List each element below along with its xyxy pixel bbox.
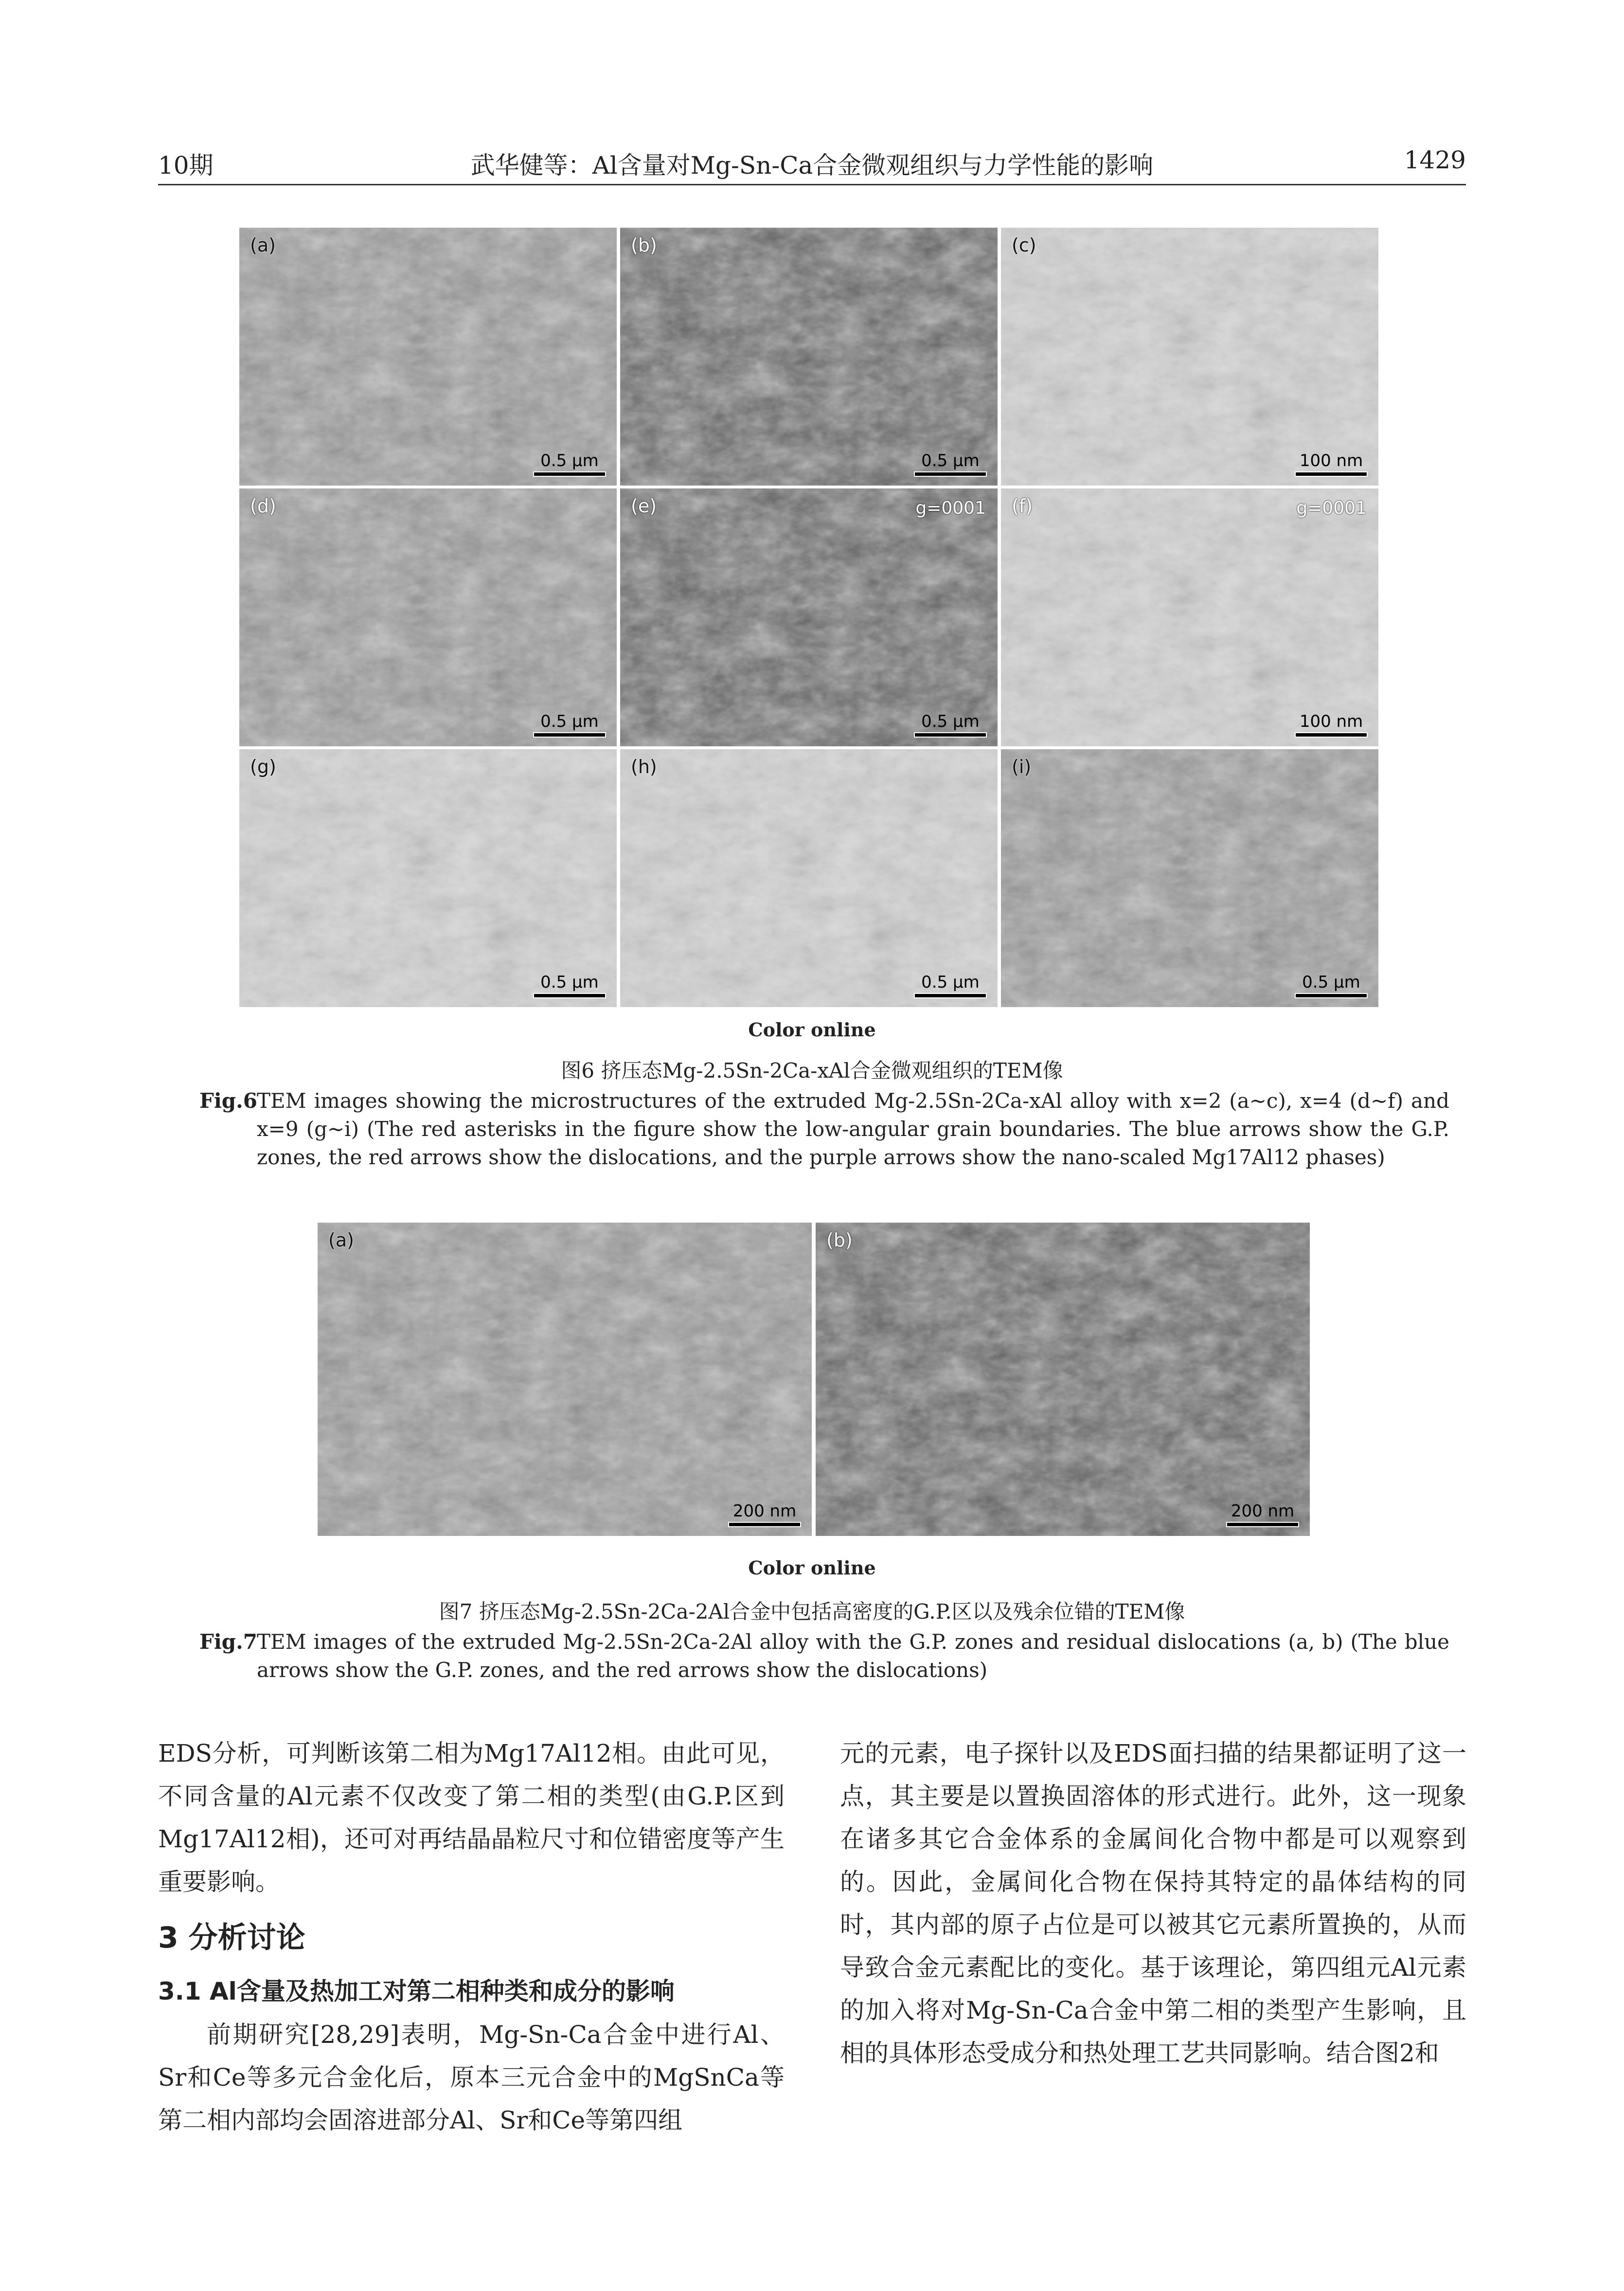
scale-bar-label: 200 nm (1231, 1501, 1295, 1521)
scale-bar-label: 0.5 μm (921, 451, 980, 470)
issue-number: 10期 (158, 151, 214, 180)
figure-6-caption-en (199, 1087, 1449, 1172)
panel-label: (a) (328, 1229, 354, 1251)
figure-6 (239, 228, 1378, 1007)
scale-bar-label: 100 nm (1299, 451, 1363, 470)
diffraction-vector-label: g=0001 (915, 498, 986, 518)
color-online-note: Color online (748, 1557, 876, 1579)
page-number: 1429 (1404, 146, 1466, 174)
tem-panel-d (239, 488, 617, 746)
scale-bar-label: 0.5 μm (1302, 973, 1360, 992)
scale-bar (533, 712, 606, 738)
tem-micrograph (1001, 749, 1378, 1007)
panel-label: (c) (1012, 235, 1036, 256)
color-online-note: Color online (748, 1019, 876, 1041)
scale-bar (914, 712, 987, 738)
scale-bar-label: 0.5 μm (540, 451, 599, 470)
figure-6-caption-cn: 图6 挤压态Mg-2.5Sn-2Ca-xAl合金微观组织的TEM像 (561, 1059, 1063, 1082)
right-column (840, 1732, 1466, 2075)
subsection-heading: 3.1 Al含量及热加工对第二相种类和成分的影响 (158, 1977, 675, 2005)
tem-micrograph (318, 1223, 812, 1536)
scale-bar (914, 451, 987, 477)
tem-panel-f (1001, 488, 1378, 746)
paragraph: 元的元素，电子探针以及EDS面扫描的结果都证明了这一点，其主要是以置换固溶体的形式进行。此外，这一现象在诸多其它合金体系的金属间化合物中都是可以观察到的。因此，金属间化合物在保持其特定的晶体结构的同时，其内部的原子占位是可以被其它元素所置换的，从而导致合金元素配比的变化。基于该理论，第四组元Al元素的加入将对Mg-Sn-Ca合金中第二相的类型产生影响，且相的具体形态受成分和热处理工艺共同影响。结合图2和 (840, 1739, 1466, 2067)
scale-bar (914, 973, 987, 998)
figure-7-caption-cn: 图7 挤压态Mg-2.5Sn-2Ca-2Al合金中包括高密度的G.P.区以及残余位错的TEM像 (439, 1600, 1185, 1624)
running-header (158, 146, 1466, 180)
tem-micrograph (239, 749, 617, 1007)
tem-panel-c (1001, 228, 1378, 486)
scale-bar-label: 0.5 μm (921, 712, 980, 731)
tem-panel-b (816, 1223, 1310, 1536)
panel-label: (b) (631, 235, 657, 256)
caption-text: TEM images showing the microstructures of the extruded Mg-2.5Sn-2Ca-xAl alloy with x=2 (a~c), x=4 (d~f) and x=9 (g~i) (The red asterisks in the figure show the low-angular grain boundaries. The blue arrows show the G.P. zones, the red arrows show the dislocations, and the purple arrows show the nano-scaled Mg17Al12 phases) (257, 1089, 1449, 1169)
scale-bar-label: 200 nm (732, 1501, 797, 1521)
scale-bar-label: 0.5 μm (540, 973, 599, 992)
tem-micrograph (620, 488, 998, 746)
scale-bar (1295, 712, 1368, 738)
paragraph: EDS分析，可判断该第二相为Mg17Al12相。由此可见，不同含量的Al元素不仅改变了第二相的类型(由G.P.区到Mg17Al12相)，还可对再结晶晶粒尺寸和位错密度等产生重要影响。 (158, 1739, 785, 1896)
scale-bar-label: 100 nm (1299, 712, 1363, 731)
panel-label: (f) (1012, 495, 1033, 517)
tem-micrograph (1001, 228, 1378, 486)
tem-micrograph (620, 228, 998, 486)
tem-panel-h (620, 749, 998, 1007)
panel-label: (i) (1012, 756, 1032, 777)
panel-label: (g) (250, 756, 276, 777)
tem-panel-g (239, 749, 617, 1007)
scale-bar (1295, 451, 1368, 477)
paragraph: 前期研究[28,29]表明，Mg-Sn-Ca合金中进行Al、Sr和Ce等多元合金化后，原本三元合金中的MgSnCa等第二相内部均会固溶进部分Al、Sr和Ce等第四组 (158, 2020, 785, 2134)
diffraction-vector-label: g=0001 (1296, 498, 1367, 518)
scale-bar-label: 0.5 μm (921, 973, 980, 992)
panel-label: (h) (631, 756, 657, 777)
panel-label: (e) (631, 495, 657, 517)
scale-bar (1226, 1501, 1299, 1527)
tem-panel-i (1001, 749, 1378, 1007)
tem-micrograph (239, 228, 617, 486)
running-title: 武华健等：Al含量对Mg-Sn-Ca合金微观组织与力学性能的影响 (470, 151, 1154, 180)
panel-label: (b) (826, 1229, 853, 1251)
header-rule (158, 184, 1466, 185)
scale-bar-label: 0.5 μm (540, 712, 599, 731)
tem-micrograph (239, 488, 617, 746)
figure-7-caption-en (199, 1628, 1449, 1684)
tem-micrograph (620, 749, 998, 1007)
section-heading: 3 分析讨论 (158, 1921, 305, 1955)
tem-panel-b (620, 228, 998, 486)
caption-text: TEM images of the extruded Mg-2.5Sn-2Ca-2Al alloy with the G.P. zones and residual dislocations (a, b) (The blue arrows show the G.P. zones, and the red arrows show the dislocations) (257, 1630, 1449, 1682)
figure-label: Fig.6 (199, 1089, 257, 1113)
figure-7 (318, 1223, 1310, 1536)
panel-label: (d) (250, 495, 276, 517)
tem-panel-a (318, 1223, 812, 1536)
figure-label: Fig.7 (199, 1630, 257, 1654)
tem-panel-a (239, 228, 617, 486)
scale-bar (533, 451, 606, 477)
tem-micrograph (816, 1223, 1310, 1536)
panel-label: (a) (250, 235, 276, 256)
scale-bar (533, 973, 606, 998)
scale-bar (728, 1501, 801, 1527)
tem-panel-e (620, 488, 998, 746)
tem-micrograph (1001, 488, 1378, 746)
left-column (158, 1732, 785, 2142)
scale-bar (1295, 973, 1368, 998)
